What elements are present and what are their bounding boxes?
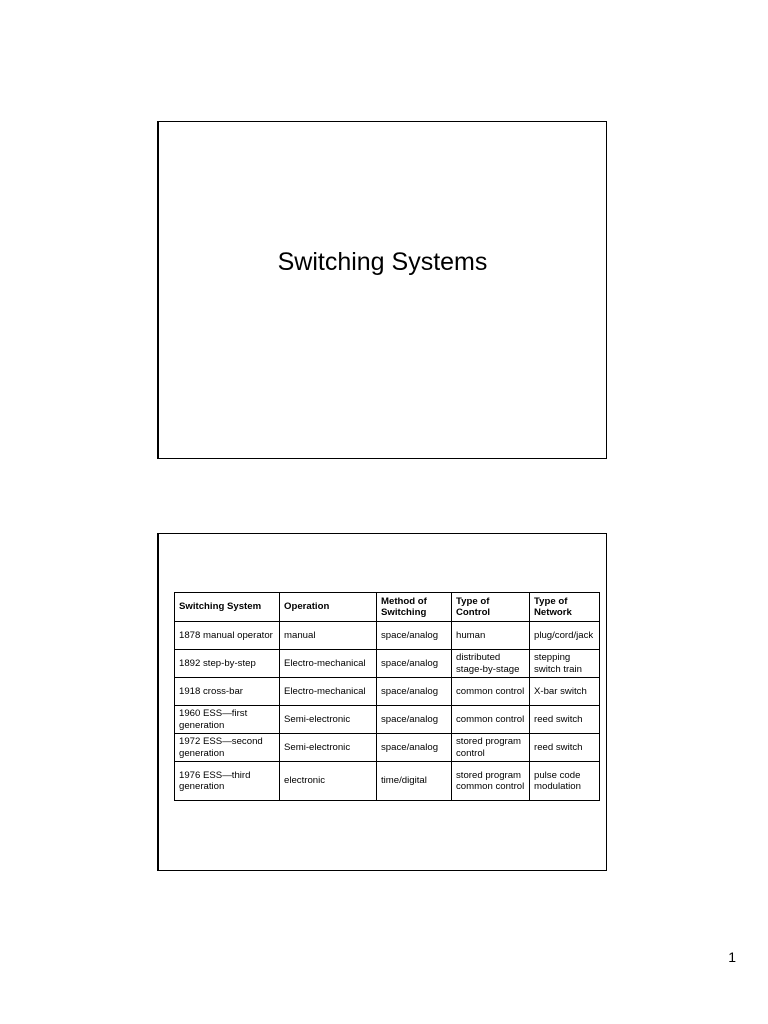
cell-operation: Semi-electronic (280, 706, 377, 734)
header-operation: Operation (280, 593, 377, 622)
cell-type-of-control: stored program control (452, 734, 530, 762)
slide-title: Switching Systems (277, 248, 488, 276)
cell-type-of-control: common control (452, 706, 530, 734)
cell-method-of-switching: space/analog (377, 678, 452, 706)
cell-operation: Semi-electronic (280, 734, 377, 762)
page-number: 1 (728, 949, 736, 965)
cell-type-of-network: plug/cord/jack (530, 622, 600, 650)
cell-type-of-network: stepping switch train (530, 650, 600, 678)
cell-method-of-switching: space/analog (377, 706, 452, 734)
header-type-of-network: Type of Network (530, 593, 600, 622)
cell-switching-system: 1972 ESS—second generation (175, 734, 280, 762)
cell-method-of-switching: time/digital (377, 762, 452, 801)
header-switching-system: Switching System (175, 593, 280, 622)
cell-type-of-network: reed switch (530, 734, 600, 762)
cell-type-of-control: distributed stage-by-stage (452, 650, 530, 678)
table-row (175, 678, 600, 706)
table-row (175, 650, 600, 678)
table-row (175, 762, 600, 801)
cell-switching-system: 1878 manual operator (175, 622, 280, 650)
title-slide (157, 121, 607, 459)
cell-type-of-control: stored program common control (452, 762, 530, 801)
cell-type-of-control: common control (452, 678, 530, 706)
cell-operation: manual (280, 622, 377, 650)
cell-switching-system: 1892 step-by-step (175, 650, 280, 678)
cell-operation: Electro-mechanical (280, 678, 377, 706)
cell-type-of-network: X-bar switch (530, 678, 600, 706)
cell-type-of-control: human (452, 622, 530, 650)
cell-method-of-switching: space/analog (377, 650, 452, 678)
table-row (175, 622, 600, 650)
cell-method-of-switching: space/analog (377, 734, 452, 762)
cell-switching-system: 1960 ESS—first generation (175, 706, 280, 734)
cell-switching-system: 1976 ESS—third generation (175, 762, 280, 801)
cell-operation: electronic (280, 762, 377, 801)
header-type-of-control: Type of Control (452, 593, 530, 622)
table-header-row (175, 593, 600, 622)
cell-switching-system: 1918 cross-bar (175, 678, 280, 706)
cell-type-of-network: pulse code modulation (530, 762, 600, 801)
table-slide (157, 533, 607, 871)
cell-operation: Electro-mechanical (280, 650, 377, 678)
table-row (175, 734, 600, 762)
switching-systems-table (174, 592, 600, 801)
cell-type-of-network: reed switch (530, 706, 600, 734)
header-method-of-switching: Method of Switching (377, 593, 452, 622)
cell-method-of-switching: space/analog (377, 622, 452, 650)
table-row (175, 706, 600, 734)
